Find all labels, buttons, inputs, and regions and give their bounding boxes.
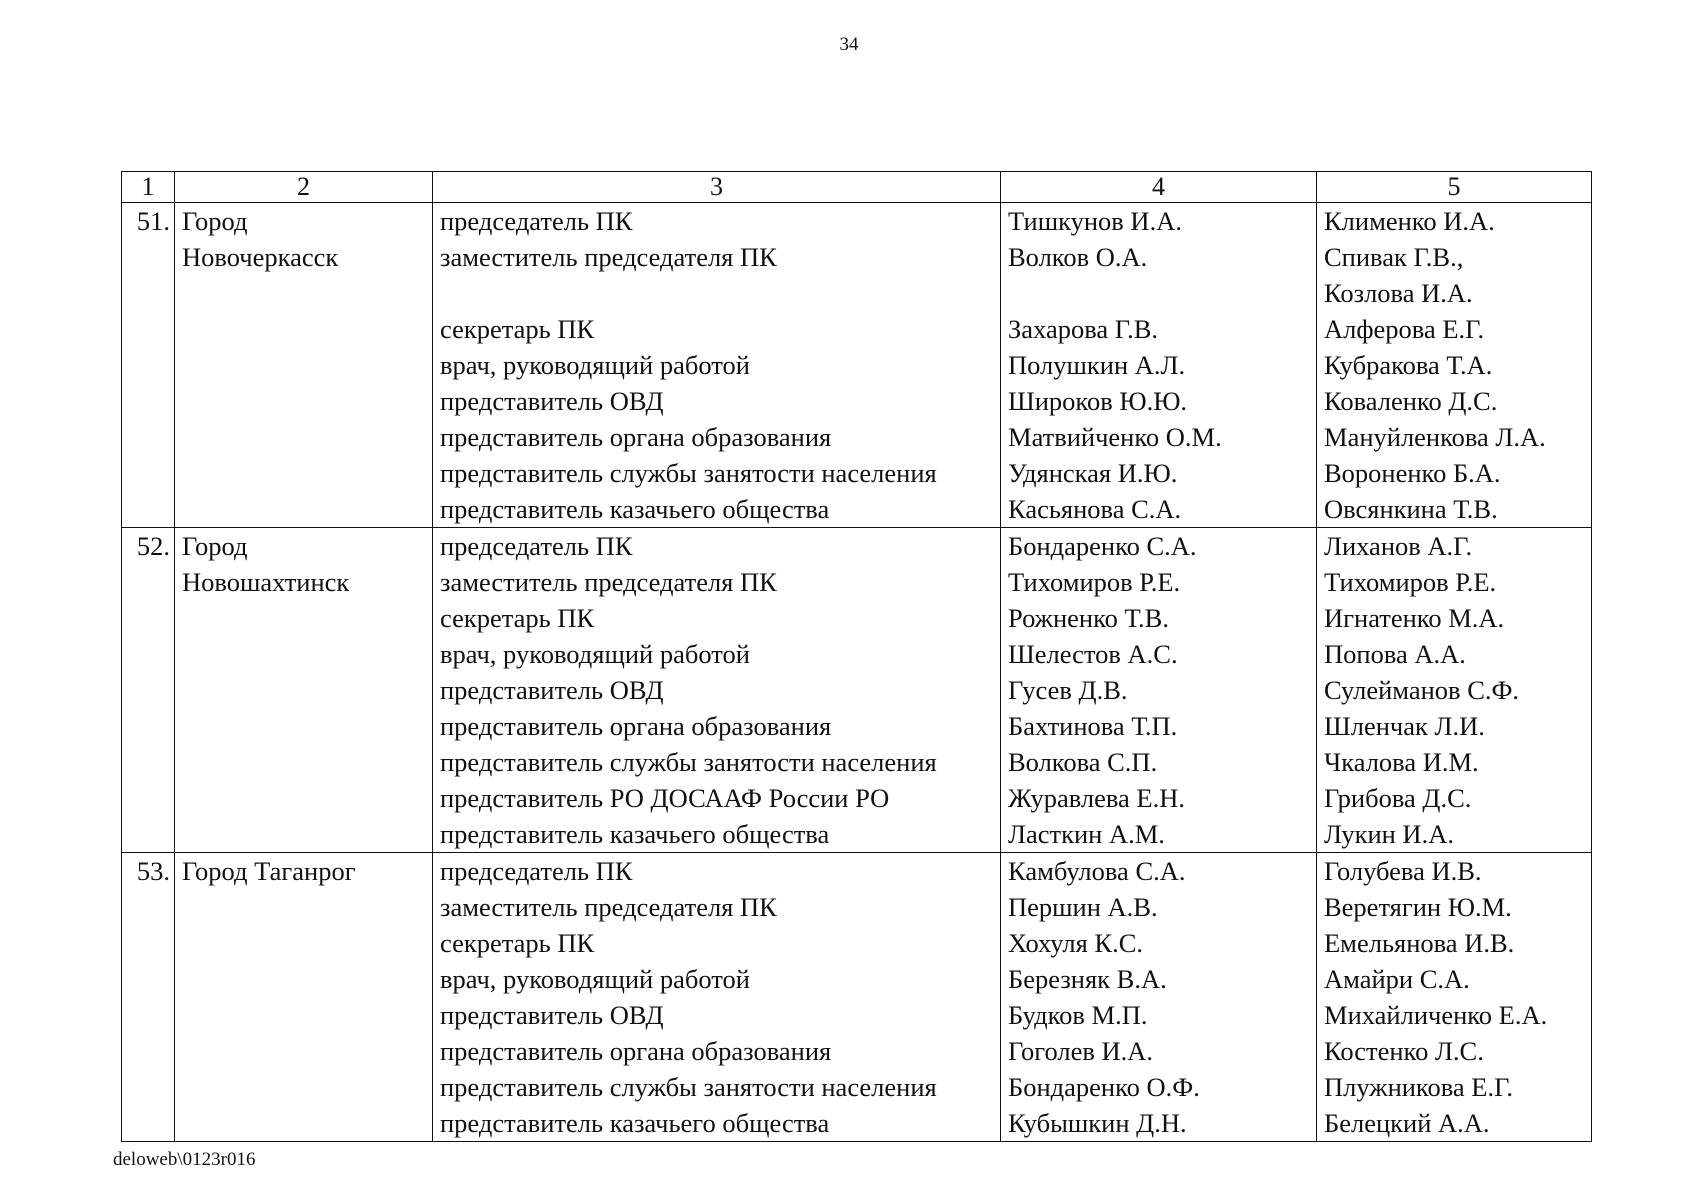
municipality-name: Город <box>182 206 248 236</box>
column-header-1: 1 <box>122 172 175 203</box>
member-name: Бондаренко О.Ф. <box>1008 1072 1200 1102</box>
reserve-member-name: Плужникова Е.Г. <box>1324 1072 1514 1102</box>
position-title: председатель ПК <box>440 206 633 236</box>
position-title-cell <box>433 203 1001 528</box>
member-name: Гоголев И.А. <box>1008 1036 1153 1066</box>
member-name-cell <box>1001 853 1317 1142</box>
column-header-3: 3 <box>433 172 1001 203</box>
commission-table <box>121 171 1592 1142</box>
reserve-member-name-cell <box>1317 203 1592 528</box>
reserve-member-name: Грибова Д.С. <box>1324 783 1472 813</box>
position-title: представитель ОВД <box>440 675 664 705</box>
member-name: Гусев Д.В. <box>1008 675 1128 705</box>
member-name: Рожненко Т.В. <box>1008 603 1169 633</box>
position-title: заместитель председателя ПК <box>440 567 777 597</box>
position-title: секретарь ПК <box>440 603 595 633</box>
municipality-name-cell <box>175 203 433 528</box>
member-name: Будков М.П. <box>1008 1000 1148 1030</box>
position-title: представитель казачьего общества <box>440 494 830 524</box>
reserve-member-name: Овсянкина Т.В. <box>1324 494 1498 524</box>
reserve-member-name: Лукин И.А. <box>1324 819 1454 849</box>
member-name: Бахтинова Т.П. <box>1008 711 1178 741</box>
reserve-member-name: Белецкий А.А. <box>1324 1108 1490 1138</box>
row-number: 53. <box>136 856 170 886</box>
position-title: заместитель председателя ПК <box>440 892 777 922</box>
member-name: Тишкунов И.А. <box>1008 206 1182 236</box>
reserve-member-name: Сулейманов С.Ф. <box>1324 675 1520 705</box>
reserve-member-name: Шленчак Л.И. <box>1324 711 1485 741</box>
municipality-name-cell <box>175 853 433 1142</box>
member-name: Волков О.А. <box>1008 242 1148 272</box>
reserve-member-name: Емельянова И.В. <box>1324 928 1515 958</box>
position-title: секретарь ПК <box>440 314 595 344</box>
reserve-member-name: Михайличенко Е.А. <box>1324 1000 1548 1030</box>
row-number: 52. <box>136 531 170 561</box>
position-title: представитель органа образования <box>440 1036 832 1066</box>
document-code: deloweb\0123r016 <box>113 1149 256 1170</box>
reserve-member-name: Лиханов А.Г. <box>1324 531 1473 561</box>
position-title: представитель службы занятости населения <box>440 1072 937 1102</box>
row-number-cell <box>122 528 175 853</box>
reserve-member-name: Кубракова Т.А. <box>1324 350 1493 380</box>
member-name: Кубышкин Д.Н. <box>1008 1108 1187 1138</box>
member-name: Захарова Г.В. <box>1008 314 1159 344</box>
reserve-member-name: Спивак Г.В., <box>1324 242 1464 272</box>
position-title: представитель ОВД <box>440 1000 664 1030</box>
position-title: председатель ПК <box>440 856 633 886</box>
reserve-member-name: Козлова И.А. <box>1324 278 1473 308</box>
member-name: Березняк В.А. <box>1008 964 1167 994</box>
reserve-member-name: Попова А.А. <box>1324 639 1466 669</box>
member-name: Матвийченко О.М. <box>1008 422 1222 452</box>
table-row <box>122 853 1592 1142</box>
reserve-member-name: Игнатенко М.А. <box>1324 603 1505 633</box>
municipality-name: Город Таганрог <box>182 856 356 886</box>
municipality-name: Новошахтинск <box>182 567 350 597</box>
municipality-name-cell <box>175 528 433 853</box>
reserve-member-name: Мануйленкова Л.А. <box>1324 422 1546 452</box>
position-title-cell <box>433 528 1001 853</box>
member-name: Касьянова С.А. <box>1008 494 1182 524</box>
reserve-member-name: Тихомиров Р.Е. <box>1324 567 1497 597</box>
member-name-cell <box>1001 528 1317 853</box>
page-number: 34 <box>839 34 859 55</box>
table-row <box>122 203 1592 528</box>
municipality-name: Новочеркасск <box>182 242 339 272</box>
reserve-member-name: Костенко Л.С. <box>1324 1036 1484 1066</box>
position-title: представитель РО ДОСААФ России РО <box>440 783 890 813</box>
position-title: заместитель председателя ПК <box>440 242 777 272</box>
municipality-name: Город <box>182 531 248 561</box>
member-name: Волкова С.П. <box>1008 747 1158 777</box>
reserve-member-name: Голубева И.В. <box>1324 856 1482 886</box>
member-name: Камбулова С.А. <box>1008 856 1186 886</box>
position-title: врач, руководящий работой <box>440 350 750 380</box>
table-row <box>122 528 1592 853</box>
member-name: Шелестов А.С. <box>1008 639 1178 669</box>
position-title: представитель службы занятости населения <box>440 747 937 777</box>
member-name: Широков Ю.Ю. <box>1008 386 1188 416</box>
position-title: представитель органа образования <box>440 422 832 452</box>
position-title <box>433 275 1000 311</box>
reserve-member-name: Алферова Е.Г. <box>1324 314 1485 344</box>
row-number: 51. <box>136 206 170 236</box>
reserve-member-name: Клименко И.А. <box>1324 206 1495 236</box>
column-header-2: 2 <box>175 172 433 203</box>
table-header-row <box>122 172 1592 203</box>
reserve-member-name: Чкалова И.М. <box>1324 747 1479 777</box>
position-title-cell <box>433 853 1001 1142</box>
position-title: представитель казачьего общества <box>440 819 830 849</box>
position-title: представитель органа образования <box>440 711 832 741</box>
member-name: Бондаренко С.А. <box>1008 531 1197 561</box>
position-title: представитель ОВД <box>440 386 664 416</box>
member-name: Першин А.В. <box>1008 892 1158 922</box>
position-title: врач, руководящий работой <box>440 964 750 994</box>
position-title: председатель ПК <box>440 531 633 561</box>
member-name: Удянская И.Ю. <box>1008 458 1178 488</box>
column-header-5: 5 <box>1317 172 1592 203</box>
row-number-cell <box>122 203 175 528</box>
member-name: Хохуля К.С. <box>1008 928 1144 958</box>
member-name: Тихомиров Р.Е. <box>1008 567 1181 597</box>
member-name: Ласткин А.М. <box>1008 819 1165 849</box>
member-name: Журавлева Е.Н. <box>1008 783 1185 813</box>
reserve-member-name: Веретягин Ю.М. <box>1324 892 1512 922</box>
member-name: Полушкин А.Л. <box>1008 350 1186 380</box>
position-title: врач, руководящий работой <box>440 639 750 669</box>
position-title: представитель казачьего общества <box>440 1108 830 1138</box>
member-name <box>1001 275 1316 311</box>
reserve-member-name: Амайри С.А. <box>1324 964 1470 994</box>
reserve-member-name-cell <box>1317 528 1592 853</box>
row-number-cell <box>122 853 175 1142</box>
reserve-member-name: Вороненко Б.А. <box>1324 458 1501 488</box>
table-body <box>122 203 1592 1142</box>
member-name-cell <box>1001 203 1317 528</box>
position-title: представитель службы занятости населения <box>440 458 937 488</box>
position-title: секретарь ПК <box>440 928 595 958</box>
reserve-member-name-cell <box>1317 853 1592 1142</box>
reserve-member-name: Коваленко Д.С. <box>1324 386 1498 416</box>
column-header-4: 4 <box>1001 172 1317 203</box>
